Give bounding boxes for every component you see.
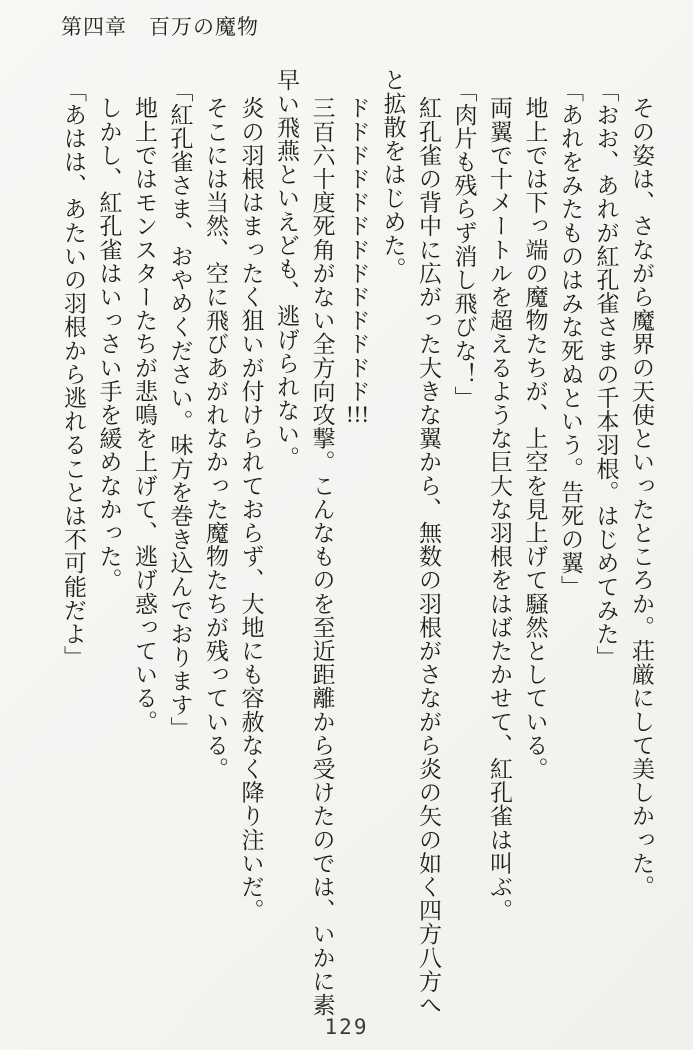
text-line: 両翼で十メートルを超えるような巨大な羽根をはばたかせて、紅孔雀は叫ぶ。 xyxy=(487,96,512,922)
text-line-dialogue: 「肉片も残らず消し飛びな！」 xyxy=(451,79,477,410)
text-line-sfx: ドドドドドドドドドドドドド!!! xyxy=(345,96,370,426)
text-line-dialogue: 「紅孔雀さま、おやめください。味方を巻き込んでおります」 xyxy=(167,79,193,740)
text-line-continuation: と拡散をはじめた。 xyxy=(380,68,406,281)
text-line: 地上ではモンスターたちが悲鳴を上げて、逃げ惑っている。 xyxy=(132,96,157,734)
exclamation-cluster: !!! xyxy=(346,402,369,426)
text-line: 三百六十度死角がない全方向攻撃。こんなものを至近距離から受けたのでは、いかに素 xyxy=(309,96,335,1017)
text-line-continuation: 早い飛燕といえども、逃げられない。 xyxy=(274,68,299,470)
text-line-dialogue: 「あれをみたものはみな死ぬという。告死の翼」 xyxy=(558,79,583,599)
chapter-header: 第四章 百万の魔物 xyxy=(61,15,259,39)
text-line: しかし、紅孔雀はいっさい手を緩めなかった。 xyxy=(96,96,122,592)
text-line-dialogue: 「あはは、あたいの羽根から逃れることは不可能だよ」 xyxy=(61,79,86,669)
text-line: 炎の羽根はまったく狙いが付けられておらず、大地にも容赦なく降り注いだ。 xyxy=(238,96,264,922)
text-line-dialogue: 「おお、あれが紅孔雀さまの千本羽根。はじめてみた」 xyxy=(593,79,619,669)
text-line: そこには当然、空に飛びあがれなかった魔物たちが残っている。 xyxy=(203,96,228,781)
page-number: 129 xyxy=(324,1015,369,1039)
text-line: 紅孔雀の背中に広がった大きな翼から、無数の羽根がさながら炎の矢の如く四方八方へ xyxy=(416,96,441,1017)
text-line: その姿は、さながら魔界の天使といったところか。荘厳にして美しかった。 xyxy=(629,96,654,899)
book-page-text xyxy=(56,68,660,1016)
text-line: 地上では下っ端の魔物たちが、上空を見上げて騒然としている。 xyxy=(522,96,548,781)
